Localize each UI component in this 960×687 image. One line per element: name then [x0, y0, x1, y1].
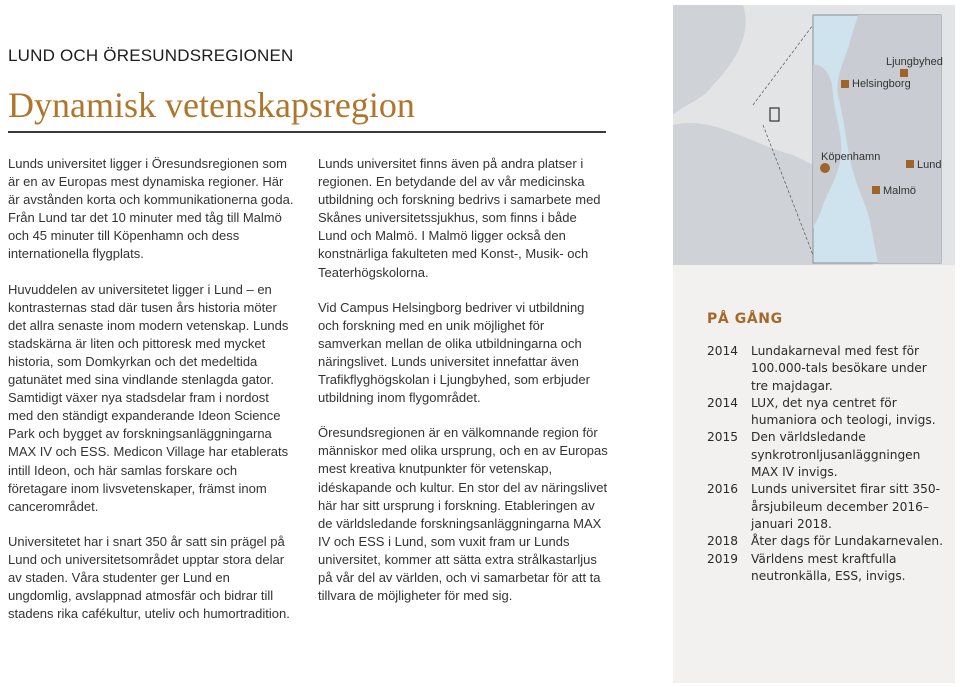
paragraph: Universitetet har i snart 350 år satt sin prägel på Lund och universitetsområdet upptar stora delar av staden. Våra studenter ger Lund en ungdomlig, avslappnad atmosfär och bidrar till stadens rika cafékultur, uteliv och humortradition.: [8, 533, 290, 622]
event-text: Den världsledande synkrotronljusanläggningen MAX IV invigs.: [751, 430, 921, 480]
event-text: Lunds universitet firar sitt 350-årsjubileum december 2016–januari 2018.: [751, 482, 941, 531]
event-year: 2018: [707, 534, 739, 549]
list-item: [707, 481, 947, 533]
event-year: 2019: [707, 551, 739, 566]
malmo-label: Malmö: [883, 185, 917, 197]
ljungbyhed-label: Ljungbyhed: [886, 56, 943, 68]
event-text: Lundakarneval med fest för 100.000-tals besökare under tre majdagar.: [751, 344, 927, 393]
paragraph: Huvuddelen av universitetet ligger i Lund – en kontrasternas stad där tusen års historia möter det allra senaste inom modern vetenskap. Lunds stadskärna är liten och pittoresk med mycket historia, som Domkyrkan och det medeltida gatunätet med sina vindlande stenlagda gator. Samtidigt växer nya stadsdelar fram i nordost med den ständigt expanderande Ideon Science Park och bygget av forskningsanläggningarna MAX IV och ESS. Medicon Village har etablerats intill Ideon, och här samlas forskare och företagare inom livsvetenskaper, främst inom cancerområdet.: [8, 281, 289, 514]
lund-label: Lund: [917, 159, 942, 171]
list-item: [707, 343, 947, 395]
paragraph: Vid Campus Helsingborg bedriver vi utbildning och forskning med en unik möjlighet för samverkan mellan de olika utbildningarna och näringslivet. Lunds universitet innefattar även Trafikflyghögskolan i Ljungbyhed, som erbjuder utbildning inom flygområdet.: [318, 299, 590, 406]
helsingborg-label: Helsingborg: [852, 78, 911, 90]
paragraph: Öresundsregionen är en välkomnande region för människor med olika ursprung, och en av Europas mest kreativa knutpunkter för vetenskap, idéskapande och kultur. En stor del av näringslivet här har sitt ursprung i forskning. Etableringen av de världsledande forskningsanläggningarna MAX IV och ESS i Lund, som vuxit fram ur Lunds universitet, kommer att sätta extra strålkastarljus på vår del av världen, och vi samarbetar för att ta tillvara de möjligheter för med sig.: [318, 425, 608, 604]
event-year: 2016: [707, 482, 739, 497]
kopenhamn-label: Köpenhamn: [821, 151, 881, 163]
text-column-left: [8, 155, 296, 640]
sidebar-title: PÅ GÅNG: [707, 311, 783, 327]
helsingborg-marker: [841, 80, 849, 88]
event-year: 2015: [707, 430, 739, 445]
section-kicker: LUND OCH ÖRESUNDSREGIONEN: [8, 46, 294, 65]
paragraph: Lunds universitet finns även på andra platser i regionen. En betydande del av vår medicinska utbildning och forskning bedrivs i samarbete med Skånes universitetssjukhus, som finns i både Lund och Malmö. I Malmö ligger också den konstnärliga fakulteten med Konst-, Musik- och Teaterhögskolorna.: [318, 156, 601, 280]
page-title: Dynamisk vetenskapsregion: [8, 85, 415, 125]
kopenhamn-marker: [820, 163, 830, 173]
events-list: [707, 343, 947, 585]
text-column-middle: [318, 155, 608, 622]
ljungbyhed-marker: [900, 69, 908, 77]
paragraph: Lunds universitet ligger i Öresundsregionen som är en av Europas mest dynamiska regioner. Här är avstånden korta och kommunikationerna goda. Från Lund tar det 10 minuter med tåg till Malmö och 45 minuter till Köpenhamn och dess internationella flygplats.: [8, 156, 294, 262]
list-item: [707, 533, 947, 550]
event-text: LUX, det nya centret för humaniora och teologi, invigs.: [751, 395, 936, 428]
list-item: [707, 429, 947, 481]
list-item: [707, 551, 947, 586]
title-divider: [8, 131, 606, 133]
malmo-marker: [872, 186, 880, 194]
event-year: 2014: [707, 344, 739, 358]
lund-marker: [906, 160, 914, 168]
event-year: 2014: [707, 395, 739, 410]
oresund-map: [673, 5, 955, 265]
list-item: [707, 395, 947, 430]
event-text: Åter dags för Lundakarnevalen.: [751, 534, 944, 549]
event-text: Världens mest kraftfulla neutronkälla, ESS, invigs.: [751, 551, 906, 583]
